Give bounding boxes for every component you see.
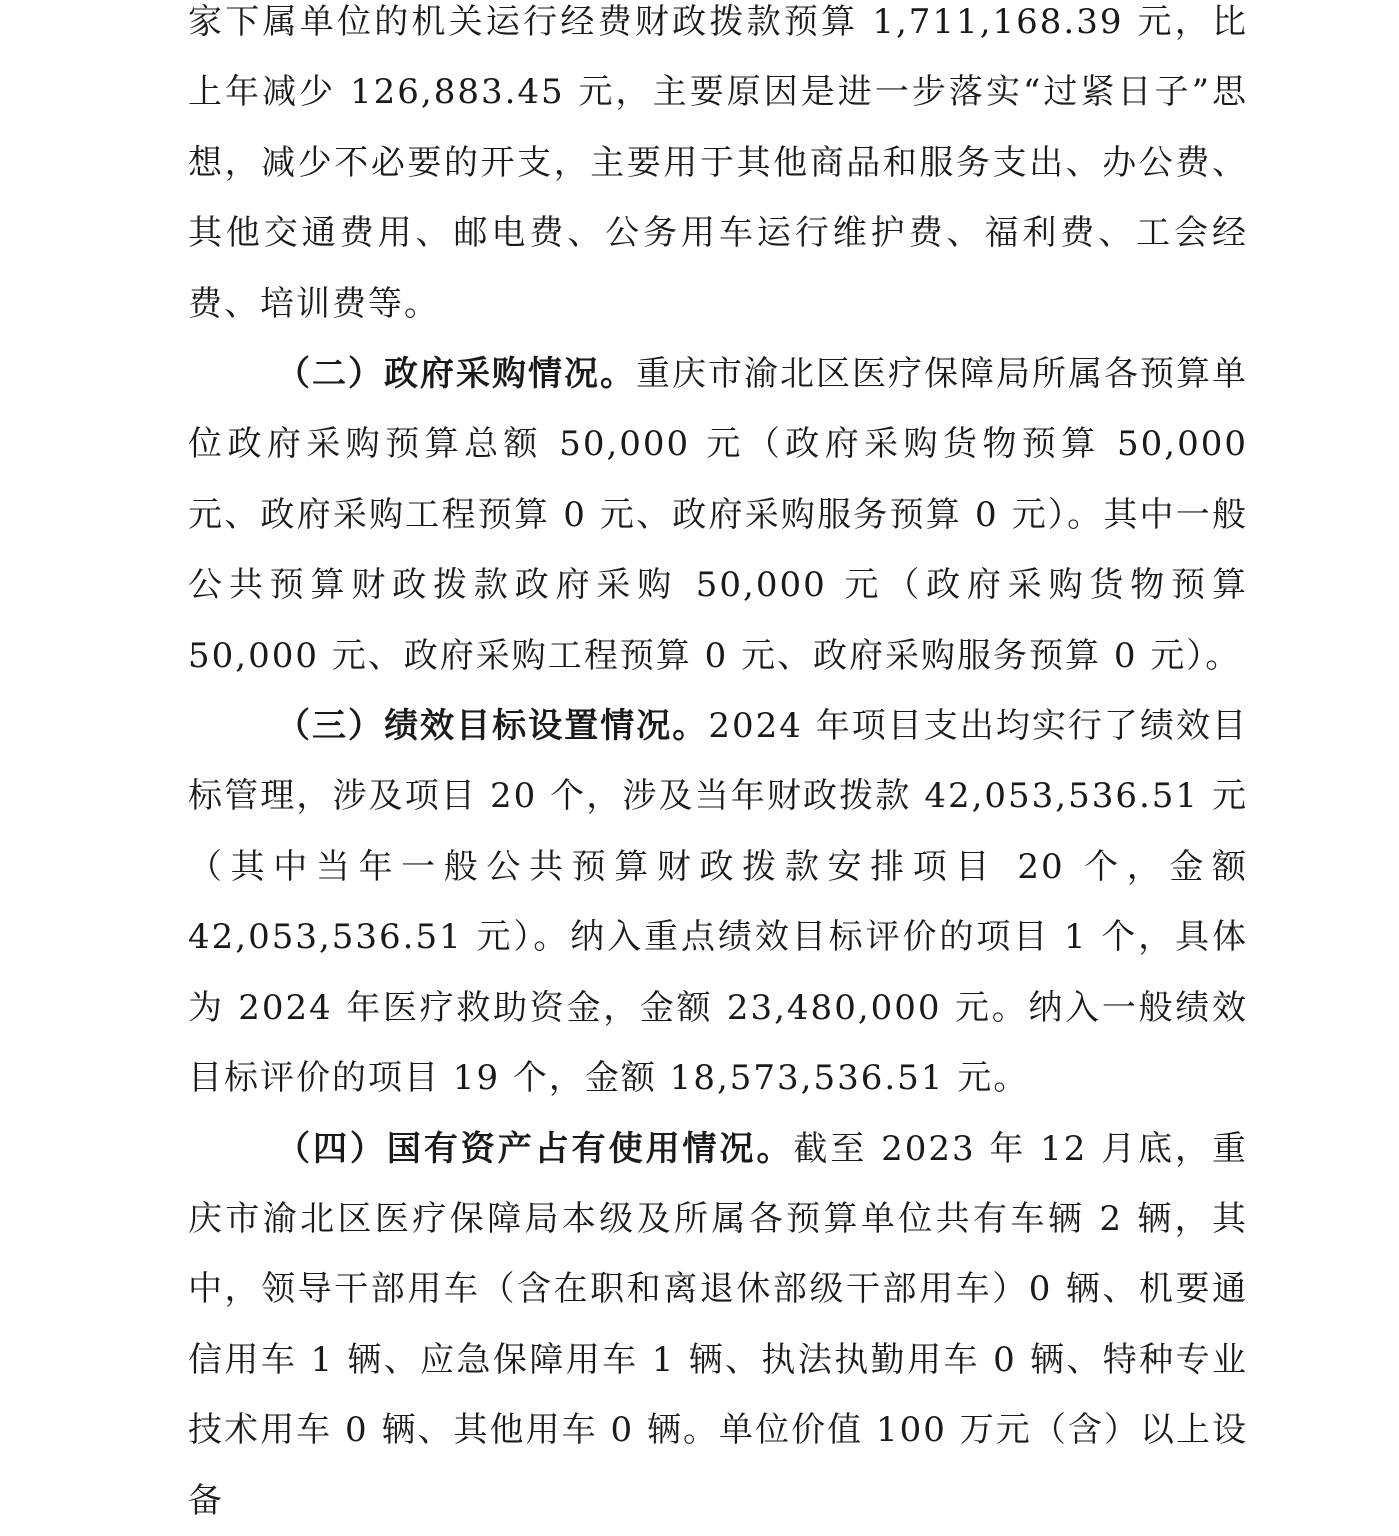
paragraph-body: 2024 年项目支出均实行了绩效目标管理，涉及项目 20 个，涉及当年财政拨款 42,053,536.51 元（其中当年一般公共预算财政拨款安排项目 20 个，金额 42,053,536.51 元）。纳入重点绩效目标评价的项目 1 个，具体为 2024 年医疗救助资金，金额 23,480,000 元。纳入一般绩效目标评价的项目 19 个，金额 18,573,536.51 元。 — [188, 706, 1248, 1099]
paragraph-body: 重庆市渝北区医疗保障局所属各预算单位政府采购预算总额 50,000 元（政府采购货物预算 50,000 元、政府采购工程预算 0 元、政府采购服务预算 0 元）。其中一般公共预算财政拨款政府采购 50,000 元（政府采购货物预算 50,000 元、政府采购工程预算 0 元、政府采购服务预算 0 元）。 — [188, 354, 1248, 676]
section-heading-procurement: （二）政府采购情况。 — [276, 354, 636, 395]
paragraph-body: 家下属单位的机关运行经费财政拨款预算 1,711,168.39 元，比上年减少 126,883.45 元，主要原因是进一步落实“过紧日子”思想，减少不必要的开支，主要用于其他商品和服务支出、办公费、其他交通费用、邮电费、公务用车运行维护费、福利费、工会经费、培训费等。 — [188, 2, 1248, 324]
paragraph-performance-targets — [188, 691, 1248, 1113]
paragraph-operating-expenses — [188, 0, 1248, 339]
paragraph-government-procurement — [188, 339, 1248, 691]
section-heading-assets: （四）国有资产占有使用情况。 — [276, 1128, 794, 1169]
paragraph-state-assets — [188, 1114, 1248, 1536]
section-heading-performance: （三）绩效目标设置情况。 — [276, 706, 709, 747]
paragraph-body: 截至 2023 年 12 月底，重庆市渝北区医疗保障局本级及所属各预算单位共有车辆 2 辆，其中，领导干部用车（含在职和离退休部级干部用车）0 辆、机要通信用车 1 辆、应急保障用车 1 辆、执法执勤用车 0 辆、特种专业技术用车 0 辆、其他用车 0 辆。单位价值 100 万元（含）以上设备 — [188, 1128, 1248, 1521]
document-page — [188, 0, 1248, 1536]
